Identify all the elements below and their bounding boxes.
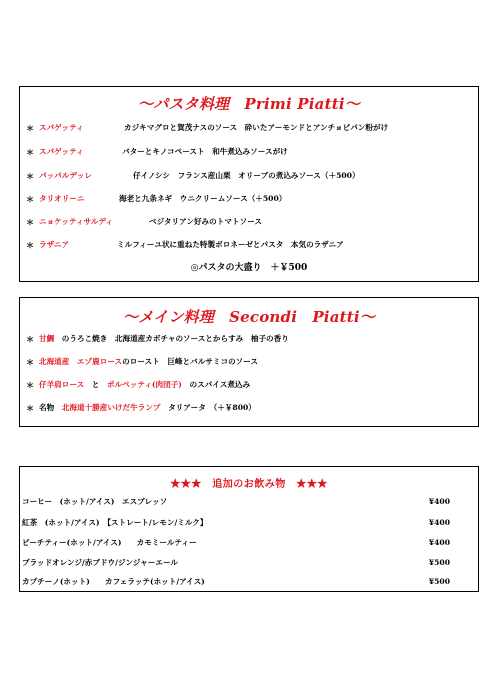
- bullet-star-icon: ＊: [26, 194, 34, 204]
- drink-price: ¥400: [428, 538, 450, 547]
- drink-price: ¥400: [428, 497, 450, 506]
- main-item-description: のロースト 巨峰とバルサミコのソース: [122, 357, 258, 366]
- drink-row: [22, 497, 450, 507]
- drink-row: [22, 558, 450, 568]
- pasta-item-name: パッパルデッレ: [39, 171, 93, 180]
- main-item-name: 仔羊肩ロース: [39, 380, 85, 389]
- drink-row: [22, 518, 450, 528]
- bullet-star-icon: ＊: [26, 357, 34, 367]
- main-item-name: 北海道産 エゾ鹿ロース: [39, 357, 123, 366]
- drink-name: コーヒー (ホット/アイス) エスプレッソ: [22, 497, 168, 506]
- pasta-item-name: タリオリーニ: [39, 194, 85, 203]
- bullet-star-icon: ＊: [26, 123, 34, 133]
- pasta-section-title: ～パスタ料理 Primi Piatti～: [138, 95, 360, 113]
- main-item-name: ポルペッティ(肉団子): [106, 380, 182, 389]
- pasta-item-name: ラザニア: [39, 240, 70, 249]
- bullet-star-icon: ＊: [26, 334, 34, 344]
- pasta-item-description: 海老と九条ネギ ウニクリームソース（＋500）: [119, 194, 287, 203]
- main-item-name: 北海道十勝産いけだ牛ランプ: [61, 403, 161, 412]
- main-section-title: ～メイン料理 Secondi Piatti～: [123, 308, 375, 326]
- drink-price: ¥500: [428, 558, 450, 567]
- pasta-large-portion-note: ◎パスタの大盛り ＋￥500: [190, 263, 308, 273]
- pasta-item-description: ミルフィーユ状に重ねた特製ボロネーゼとパスタ 本気のラザニア: [117, 240, 344, 249]
- bullet-star-icon: ＊: [26, 240, 34, 250]
- bullet-star-icon: ＊: [26, 147, 34, 157]
- main-item-description: のうろこ焼き 北海道産カボチャのソースとからすみ 柚子の香り: [54, 334, 289, 343]
- drink-name: ブラッドオレンジ/赤ブドウ/ジンジャーエール: [22, 558, 178, 567]
- main-item-prefix: 名物: [39, 403, 62, 412]
- drink-row: [22, 577, 450, 587]
- pasta-item-name: ニョケッティサルディ: [39, 217, 113, 226]
- drinks-menu-box: [19, 466, 479, 592]
- bullet-star-icon: ＊: [26, 403, 34, 413]
- bullet-star-icon: ＊: [26, 217, 34, 227]
- main-item-description: のスパイス煮込み: [181, 380, 251, 389]
- pasta-item-description: カジキマグロと賀茂ナスのソース 砕いたアーモンドとアンチョビパン粉がけ: [124, 123, 389, 132]
- drink-name: カプチーノ(ホット) カフェラッテ(ホット/アイス): [22, 577, 205, 586]
- pasta-item-name: スパゲッティ: [39, 147, 84, 156]
- main-item-description: タリアータ （＋￥800）: [160, 403, 256, 412]
- pasta-menu-box: [19, 86, 479, 282]
- drink-name: 紅茶 (ホット/アイス) 【ストレート/レモン/ミルク】: [22, 518, 208, 527]
- main-item-name: 甘鯛: [39, 334, 55, 343]
- pasta-item-name: スパゲッティ: [39, 123, 84, 132]
- drink-price: ¥400: [428, 518, 450, 527]
- main-menu-box: [19, 297, 479, 427]
- drink-name: ピーチティー(ホット/アイス) カモミールティー: [22, 538, 197, 547]
- pasta-item-description: 仔イノシシ フランス産山栗 オリーブの煮込みソース（＋500）: [133, 171, 360, 180]
- main-item-connector: と: [84, 380, 107, 389]
- bullet-star-icon: ＊: [26, 380, 34, 390]
- pasta-item-description: ベジタリアン好みのトマトソース: [149, 217, 262, 226]
- bullet-star-icon: ＊: [26, 171, 34, 181]
- drink-price: ¥500: [428, 577, 450, 586]
- drink-row: [22, 538, 450, 548]
- pasta-item-description: バターとキノコペースト 和牛煮込みソースがけ: [122, 147, 288, 156]
- drinks-section-title: ★★★ 追加のお飲み物 ★★★: [170, 479, 328, 490]
